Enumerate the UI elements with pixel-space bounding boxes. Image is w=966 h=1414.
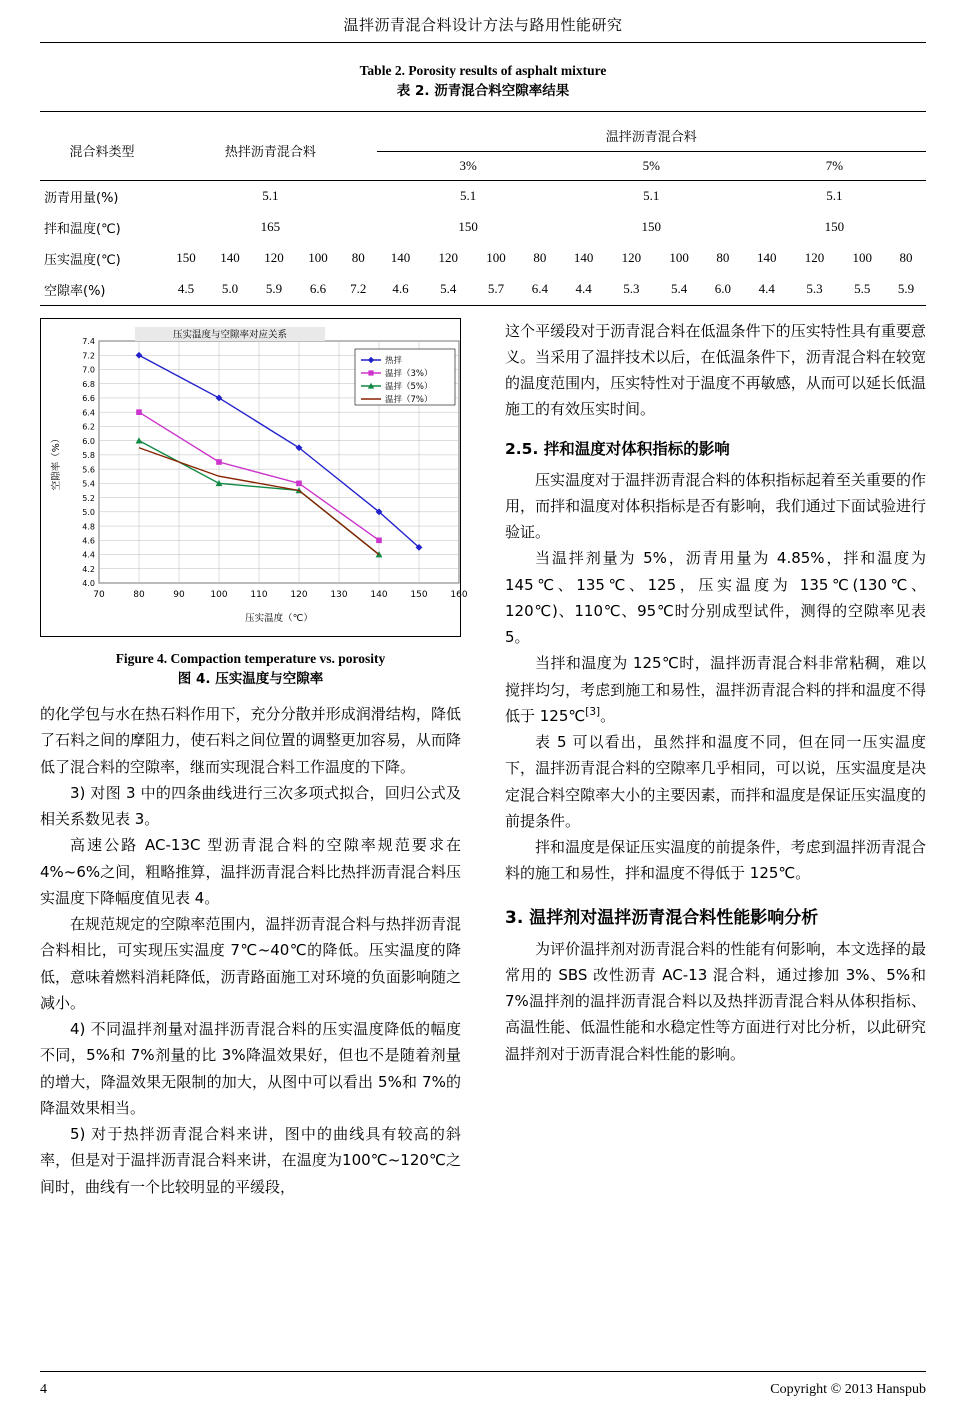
footer-divider bbox=[40, 1371, 926, 1372]
cell: 140 bbox=[390, 250, 411, 265]
paragraph: 在规范规定的空隙率范围内，温拌沥青混合料与热拌沥青混合料相比，可实现压实温度 7℃~40℃的降低。压实温度的降低，意味着燃料消耗降低，沥青路面施工对环境的负面影响随之减小。 bbox=[40, 915, 461, 1012]
chart-svg bbox=[45, 323, 475, 629]
header-divider bbox=[40, 42, 926, 43]
section-heading-3: 3. 温拌剂对温拌沥青混合料性能影响分析 bbox=[505, 907, 819, 928]
svg-text:100: 100 bbox=[210, 589, 228, 600]
cell: 5.9 bbox=[265, 281, 283, 296]
cell: 150 bbox=[824, 219, 845, 234]
cell: 140 bbox=[220, 250, 240, 265]
cell: 5.0 bbox=[221, 281, 239, 296]
cell: 5.9 bbox=[897, 281, 915, 296]
cell: 5.3 bbox=[806, 281, 823, 296]
svg-text:120: 120 bbox=[290, 589, 308, 600]
svg-text:6.6: 6.6 bbox=[82, 393, 95, 403]
cell: 80 bbox=[351, 250, 365, 265]
svg-text:温拌（5%）: 温拌（5%） bbox=[385, 381, 433, 392]
paragraph: 表 5 可以看出，虽然拌和温度不同，但在同一压实温度下，温拌沥青混合料的空隙率几乎相同，可以说，压实温度是决定混合料空隙率大小的主要因素，而拌和温度是保证压实温度的前提条件。 bbox=[505, 733, 926, 830]
table-row bbox=[40, 180, 926, 212]
paragraph: 4) 不同温拌剂量对温拌沥青混合料的压实温度降低的幅度不同，5%和 7%剂量的比 3%降温效果好，但也不是随着剂量的增大，降温效果无限制的加大，从图中可以看出 5%和 7%的降温效果相当。 bbox=[40, 1020, 461, 1117]
cell: 165 bbox=[260, 219, 281, 234]
cell: 4.4 bbox=[575, 281, 592, 296]
row-label: 压实温度(℃) bbox=[44, 252, 121, 268]
cell: 80 bbox=[899, 250, 913, 265]
cell: 120 bbox=[438, 250, 459, 265]
svg-text:5.8: 5.8 bbox=[82, 450, 95, 460]
cell: 6.0 bbox=[714, 281, 732, 296]
svg-text:温拌（7%）: 温拌（7%） bbox=[385, 394, 433, 405]
table-caption bbox=[40, 61, 926, 102]
svg-text:110: 110 bbox=[250, 589, 268, 600]
cell: 5.7 bbox=[487, 281, 505, 296]
svg-text:4.2: 4.2 bbox=[82, 564, 95, 574]
cell: 100 bbox=[308, 250, 328, 265]
reference-marker: [3] bbox=[585, 705, 601, 718]
cell: 150 bbox=[176, 250, 196, 265]
cell: 4.5 bbox=[177, 281, 195, 296]
cell: 7.2 bbox=[350, 281, 367, 296]
cell: 5.1 bbox=[643, 188, 660, 203]
paragraph: 5) 对于热拌沥青混合料来讲，图中的曲线具有较高的斜率，但是对于温拌沥青混合料来讲，在温度为100℃~120℃之间时，曲线有一个比较明显的平缓段， bbox=[40, 1125, 461, 1196]
paragraph: 高速公路 AC-13C 型沥青混合料的空隙率规范要求在 4%~6%之间，粗略推算，温拌沥青混合料比热拌沥青混合料压实温度下降幅度值见表 4。 bbox=[40, 836, 461, 907]
header-warm-7: 7% bbox=[825, 157, 844, 173]
paragraph: 当温拌剂量为 5%，沥青用量为 4.85%，拌和温度为 145℃、135℃、125，压实温度为 135℃(130℃、120℃)、110℃、95℃时分别成型试件，测得的空隙率见表 5。 bbox=[505, 549, 926, 646]
cell: 6.6 bbox=[309, 281, 327, 296]
cell: 4.6 bbox=[392, 281, 409, 296]
copyright: Copyright © 2013 Hanspub bbox=[770, 1382, 926, 1397]
svg-text:7.0: 7.0 bbox=[82, 365, 95, 375]
cell: 100 bbox=[669, 250, 689, 265]
cell: 100 bbox=[852, 250, 872, 265]
cell: 80 bbox=[533, 250, 547, 265]
cell: 5.5 bbox=[854, 281, 871, 296]
table-row bbox=[40, 274, 926, 306]
cell: 150 bbox=[458, 219, 478, 234]
svg-text:160: 160 bbox=[450, 589, 468, 600]
figure-caption bbox=[40, 649, 461, 690]
svg-text:130: 130 bbox=[330, 589, 348, 600]
left-column bbox=[40, 318, 483, 1200]
figure-caption-en: Figure 4. Compaction temperature vs. porosity bbox=[115, 650, 386, 666]
cell: 100 bbox=[486, 250, 506, 265]
two-column-body bbox=[40, 318, 926, 1200]
svg-text:4.4: 4.4 bbox=[82, 550, 95, 560]
porosity-table bbox=[40, 111, 926, 306]
cell: 120 bbox=[621, 250, 642, 265]
paragraph: 压实温度对于温拌沥青混合料的体积指标起着至关重要的作用，而拌和温度对体积指标是否有影响，我们通过下面试验进行验证。 bbox=[505, 470, 926, 541]
page-footer bbox=[40, 1382, 926, 1398]
cell: 150 bbox=[641, 219, 662, 234]
paragraph: 拌和温度是保证压实温度的前提条件，考虑到温拌沥青混合料的施工和易性，拌和温度不得低于 125℃。 bbox=[505, 838, 926, 883]
svg-text:4.8: 4.8 bbox=[82, 521, 95, 531]
cell: 5.1 bbox=[826, 188, 843, 203]
right-column bbox=[483, 318, 926, 1200]
header-warm-mix: 温拌沥青混合料 bbox=[377, 111, 926, 151]
svg-text:热拌: 热拌 bbox=[385, 355, 403, 366]
svg-text:6.4: 6.4 bbox=[82, 407, 95, 417]
paragraph: 的化学包与水在热石料作用下，充分分散并形成润滑结构，降低了石料之间的摩阻力，使石料之间位置的调整更加容易，从而降低了混合料的空隙率，继而实现混合料工作温度的下降。 bbox=[40, 705, 461, 776]
running-head: 温拌沥青混合料设计方法与路用性能研究 bbox=[343, 16, 623, 34]
cell: 5.4 bbox=[440, 281, 457, 296]
compaction-chart bbox=[40, 318, 468, 637]
cell: 140 bbox=[573, 250, 594, 265]
row-label: 拌和温度(℃) bbox=[44, 221, 121, 237]
paragraph bbox=[505, 650, 926, 729]
svg-text:90: 90 bbox=[173, 589, 185, 600]
paragraph-text: 当拌和温度为 125℃时，温拌沥青混合料非常粘稠，难以搅拌均匀，考虑到施工和易性，温拌沥青混合料的拌和温度不得低于 125℃ bbox=[505, 654, 926, 725]
cell: 5.4 bbox=[671, 281, 688, 296]
table-header-row-1 bbox=[40, 111, 926, 151]
svg-text:6.2: 6.2 bbox=[82, 422, 95, 432]
table-row bbox=[40, 243, 926, 274]
header-warm-3: 3% bbox=[459, 157, 477, 173]
svg-text:80: 80 bbox=[133, 589, 145, 600]
header-warm-5: 5% bbox=[642, 157, 660, 173]
svg-text:150: 150 bbox=[410, 589, 428, 600]
svg-text:70: 70 bbox=[93, 589, 105, 600]
table-row bbox=[40, 212, 926, 243]
svg-text:压实温度与空隙率对应关系: 压实温度与空隙率对应关系 bbox=[172, 329, 288, 340]
svg-text:空隙率（%）: 空隙率（%） bbox=[51, 433, 62, 490]
svg-text:7.2: 7.2 bbox=[82, 350, 95, 360]
svg-text:140: 140 bbox=[370, 589, 388, 600]
svg-text:4.0: 4.0 bbox=[82, 578, 95, 588]
row-label: 沥青用量(%) bbox=[44, 190, 119, 206]
cell: 80 bbox=[716, 250, 730, 265]
paragraph: 为评价温拌剂对沥青混合料的性能有何影响，本文选择的最常用的 SBS 改性沥青 AC-13 混合料，通过掺加 3%、5%和 7%温拌剂的温拌沥青混合料以及热拌沥青混合料从体积指标、高温性能、低温性能和水稳定性等方面进行对比分析，以此研究温拌剂对于沥青混合料性能的影响。 bbox=[505, 939, 926, 1063]
table-caption-cn: 表 2. 沥青混合料空隙率结果 bbox=[396, 83, 570, 100]
svg-text:5.2: 5.2 bbox=[82, 493, 95, 503]
svg-text:6.8: 6.8 bbox=[82, 379, 95, 389]
cell: 6.4 bbox=[531, 281, 548, 296]
paragraph: 3) 对图 3 中的四条曲线进行三次多项式拟合，回归公式及相关系数见表 3。 bbox=[40, 783, 461, 828]
page-number: 4 bbox=[40, 1382, 47, 1397]
cell: 4.4 bbox=[758, 281, 775, 296]
svg-text:5.0: 5.0 bbox=[82, 507, 95, 517]
svg-text:4.6: 4.6 bbox=[82, 535, 95, 545]
table-caption-en: Table 2. Porosity results of asphalt mixture bbox=[359, 63, 607, 78]
cell: 120 bbox=[804, 250, 825, 265]
section-heading-2-5: 2.5. 拌和温度对体积指标的影响 bbox=[505, 439, 730, 458]
svg-text:压实温度（℃）: 压实温度（℃） bbox=[245, 612, 313, 624]
cell: 5.1 bbox=[262, 188, 279, 203]
cell: 5.1 bbox=[460, 188, 477, 203]
header-mixture-type: 混合料类型 bbox=[69, 145, 135, 160]
svg-text:7.4: 7.4 bbox=[82, 336, 95, 346]
header-hot-mix: 热拌沥青混合料 bbox=[224, 145, 316, 160]
cell: 140 bbox=[756, 250, 777, 265]
svg-text:5.6: 5.6 bbox=[82, 464, 95, 474]
svg-text:温拌（3%）: 温拌（3%） bbox=[385, 368, 433, 379]
figure-caption-cn: 图 4. 压实温度与空隙率 bbox=[177, 670, 324, 687]
cell: 5.3 bbox=[623, 281, 640, 296]
cell: 120 bbox=[264, 250, 284, 265]
paragraph-tail: 。 bbox=[600, 706, 616, 725]
paragraph: 这个平缓段对于沥青混合料在低温条件下的压实特性具有重要意义。当采用了温拌技术以后，在低温条件下，沥青混合料在较宽的温度范围内，压实特性对于温度不再敏感，从而可以延长低温施工的有效压实时间。 bbox=[505, 321, 926, 419]
svg-text:6.0: 6.0 bbox=[82, 436, 95, 446]
row-label: 空隙率(%) bbox=[44, 283, 106, 299]
svg-text:5.4: 5.4 bbox=[82, 479, 95, 489]
